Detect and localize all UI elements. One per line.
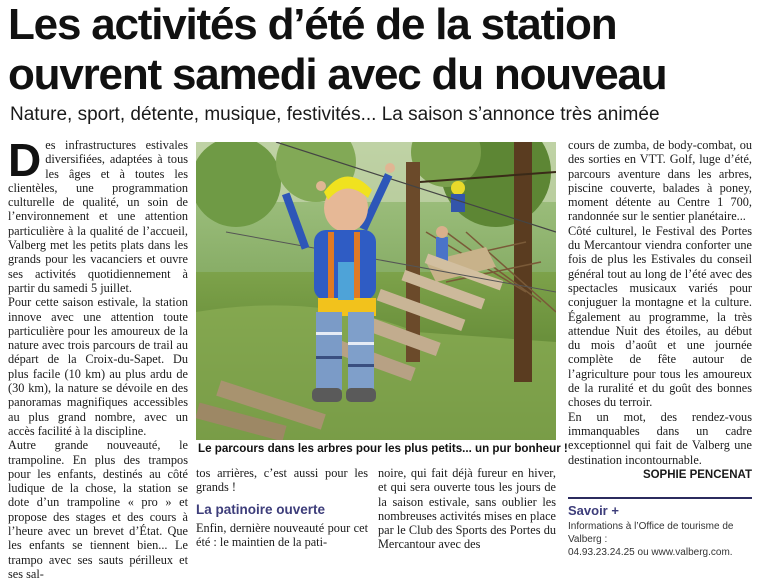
headline-line-2: ouvrent samedi avec du nouveau	[8, 50, 667, 99]
author-signature: SOPHIE PENCENAT	[642, 468, 752, 481]
conclusion-paragraph: En un mot, des rendez-vous immanquables dans un cadre exceptionnel qui fait de Valberg une destination incontournable.	[568, 409, 752, 467]
trampoline-paragraph: Autre grande nouveauté, le trampoline. En plus des trampos pour les enfants, destinés au côté ludique de la chose, la station se dote d’un trampoline « pro » et propose des stages et des cours à l’heure avec un brevet d’État. Que les enfants se tiennent bien... Le trampo avec ses sauts périlleux et ses sal-	[8, 438, 188, 581]
article-photo	[196, 142, 556, 440]
column-2b	[378, 466, 556, 552]
ice-rink-paragraph: Enfin, dernière nouveauté pour cet été : le maintien de la pati-	[196, 520, 368, 550]
column-3	[568, 138, 752, 482]
column-2a	[196, 466, 368, 549]
trampoline-continued: tos arrières, c’est aussi pour les grands !	[196, 466, 368, 495]
subheadline: Nature, sport, détente, musique, festivités... La saison s’annonce très animée	[10, 104, 660, 125]
section-subtitle: La patinoire ouverte	[196, 501, 326, 517]
trail-paragraph: Pour cette saison estivale, la station innove avec une attention toute particulière pour les amoureux de la nature avec trois parcours de trail au départ de la Croix-du-Sapet. Du plus facile (10 km) au plus ardu de (30 km), la nature se dévoile en des panoramas magnifiques accessibles au plus grand nombre, avec un accès facilité à la discipline.	[8, 295, 188, 438]
headline-line-1: Les activités d’été de la station	[8, 0, 617, 49]
culture-paragraph: Côté culturel, le Festival des Portes du Mercantour viendra conforter une fois de plus les Estivales du conseil général tout au long de l’été avec des spectacles musicaux variés pour conjuguer la montagne et la culture. Également au programme, la très attendue Nuit des étoiles, au début du mois d’août et une journée complète de fête autour de l’agriculture pour tous les amoureux de la ruralité et du goût des bonnes choses du terroir.	[568, 223, 752, 410]
activities-paragraph: cours de zumba, de body-combat, ou des sorties en VTT. Golf, luge d’été, parcours aventure dans les arbres, piscine couverte, balades à poney, moment détente au Centre 1 700, randonnée sur le sentier planétaire...	[568, 138, 752, 224]
headline	[8, 0, 756, 100]
dropcap-letter: D	[8, 134, 42, 186]
savoir-divider	[568, 497, 752, 499]
savoir-line-2: 04.93.23.24.25 ou www.valberg.com.	[568, 547, 733, 558]
savoir-line-1: Informations à l’Office de tourisme de Valberg :	[568, 521, 734, 545]
ice-rink-continued: noire, qui fait déjà fureur en hiver, et qui sera ouverte tous les jours de la saison estivale, sans oublier les nombreuses activités mises en place par le Club des Sports des Portes du Mercantour avec des	[378, 466, 556, 552]
intro-text: es infrastructures estivales diversifiées, adaptées à tous les âges et à toutes les clientèles, une programmation culturelle de qualité, un soin de l’environnement et une attention particulière à la qualité de l’accueil, Valberg met les petits plats dans les grands pour les vacanciers et ouvre ses activités quotidiennement à partir du samedi 5 juillet.	[8, 138, 188, 295]
column-1	[8, 134, 188, 581]
savoir-info	[568, 520, 754, 559]
treetop-course-illustration	[196, 142, 556, 440]
photo-caption: Le parcours dans les arbres pour les plus petits... un pur bonheur !	[198, 442, 568, 455]
intro-paragraph	[8, 134, 188, 295]
savoir-title: Savoir +	[568, 503, 619, 518]
